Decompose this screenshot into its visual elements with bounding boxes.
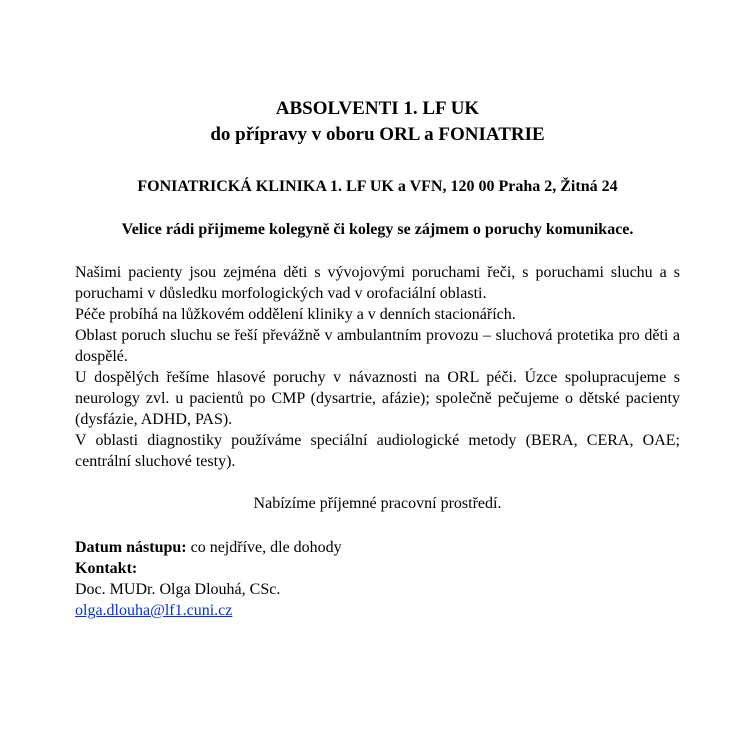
clinic-address: FONIATRICKÁ KLINIKA 1. LF UK a VFN, 120 00 Praha 2, Žitná 24 [137,178,618,195]
paragraph-care: Péče probíhá na lůžkovém oddělení kliniky a v denních stacionářích. [75,306,516,323]
title-line-2: do přípravy v oboru ORL a FONIATRIE [210,124,545,145]
paragraph-patients: Našimi pacienty jsou zejména děti s vývojovými poruchami řeči, s poruchami sluchu a s poruchami v důsledku morfologických vad v orofaciální oblasti. [75,264,680,302]
description-block [75,262,680,472]
contact-label-row [75,558,680,579]
contact-block [75,537,680,621]
start-date-label: Datum nástupu: [75,539,187,556]
contact-name: Doc. MUDr. Olga Dlouhá, CSc. [75,581,281,598]
paragraph-adults: U dospělých řešíme hlasové poruchy v návaznosti na ORL péči. Úzce spolupracujeme s neurology zvl. u pacientů po CMP (dysartrie, afázie); společně pečujeme o dětské pacienty (dysfázie, ADHD, PAS). [75,369,680,428]
start-date-row [75,537,680,558]
contact-email-link[interactable]: olga.dlouha@lf1.cuni.cz [75,602,233,619]
contact-label: Kontakt: [75,560,138,577]
document-page [75,96,680,621]
offer-statement: Nabízíme příjemné pracovní prostředí. [253,495,502,512]
paragraph-diagnostics: V oblasti diagnostiky používáme speciální audiologické metody (BERA, CERA, OAE; centrální sluchové testy). [75,432,680,470]
paragraph-hearing: Oblast poruch sluchu se řeší převážně v ambulantním provozu – sluchová protetika pro děti a dospělé. [75,327,680,365]
document-title [75,96,680,148]
title-line-1: ABSOLVENTI 1. LF UK [275,98,480,119]
welcome-statement: Velice rádi přijmeme kolegyně či kolegy se zájmem o poruchy komunikace. [121,221,634,238]
contact-email-row [75,600,680,621]
start-date-value: co nejdříve, dle dohody [186,539,342,556]
